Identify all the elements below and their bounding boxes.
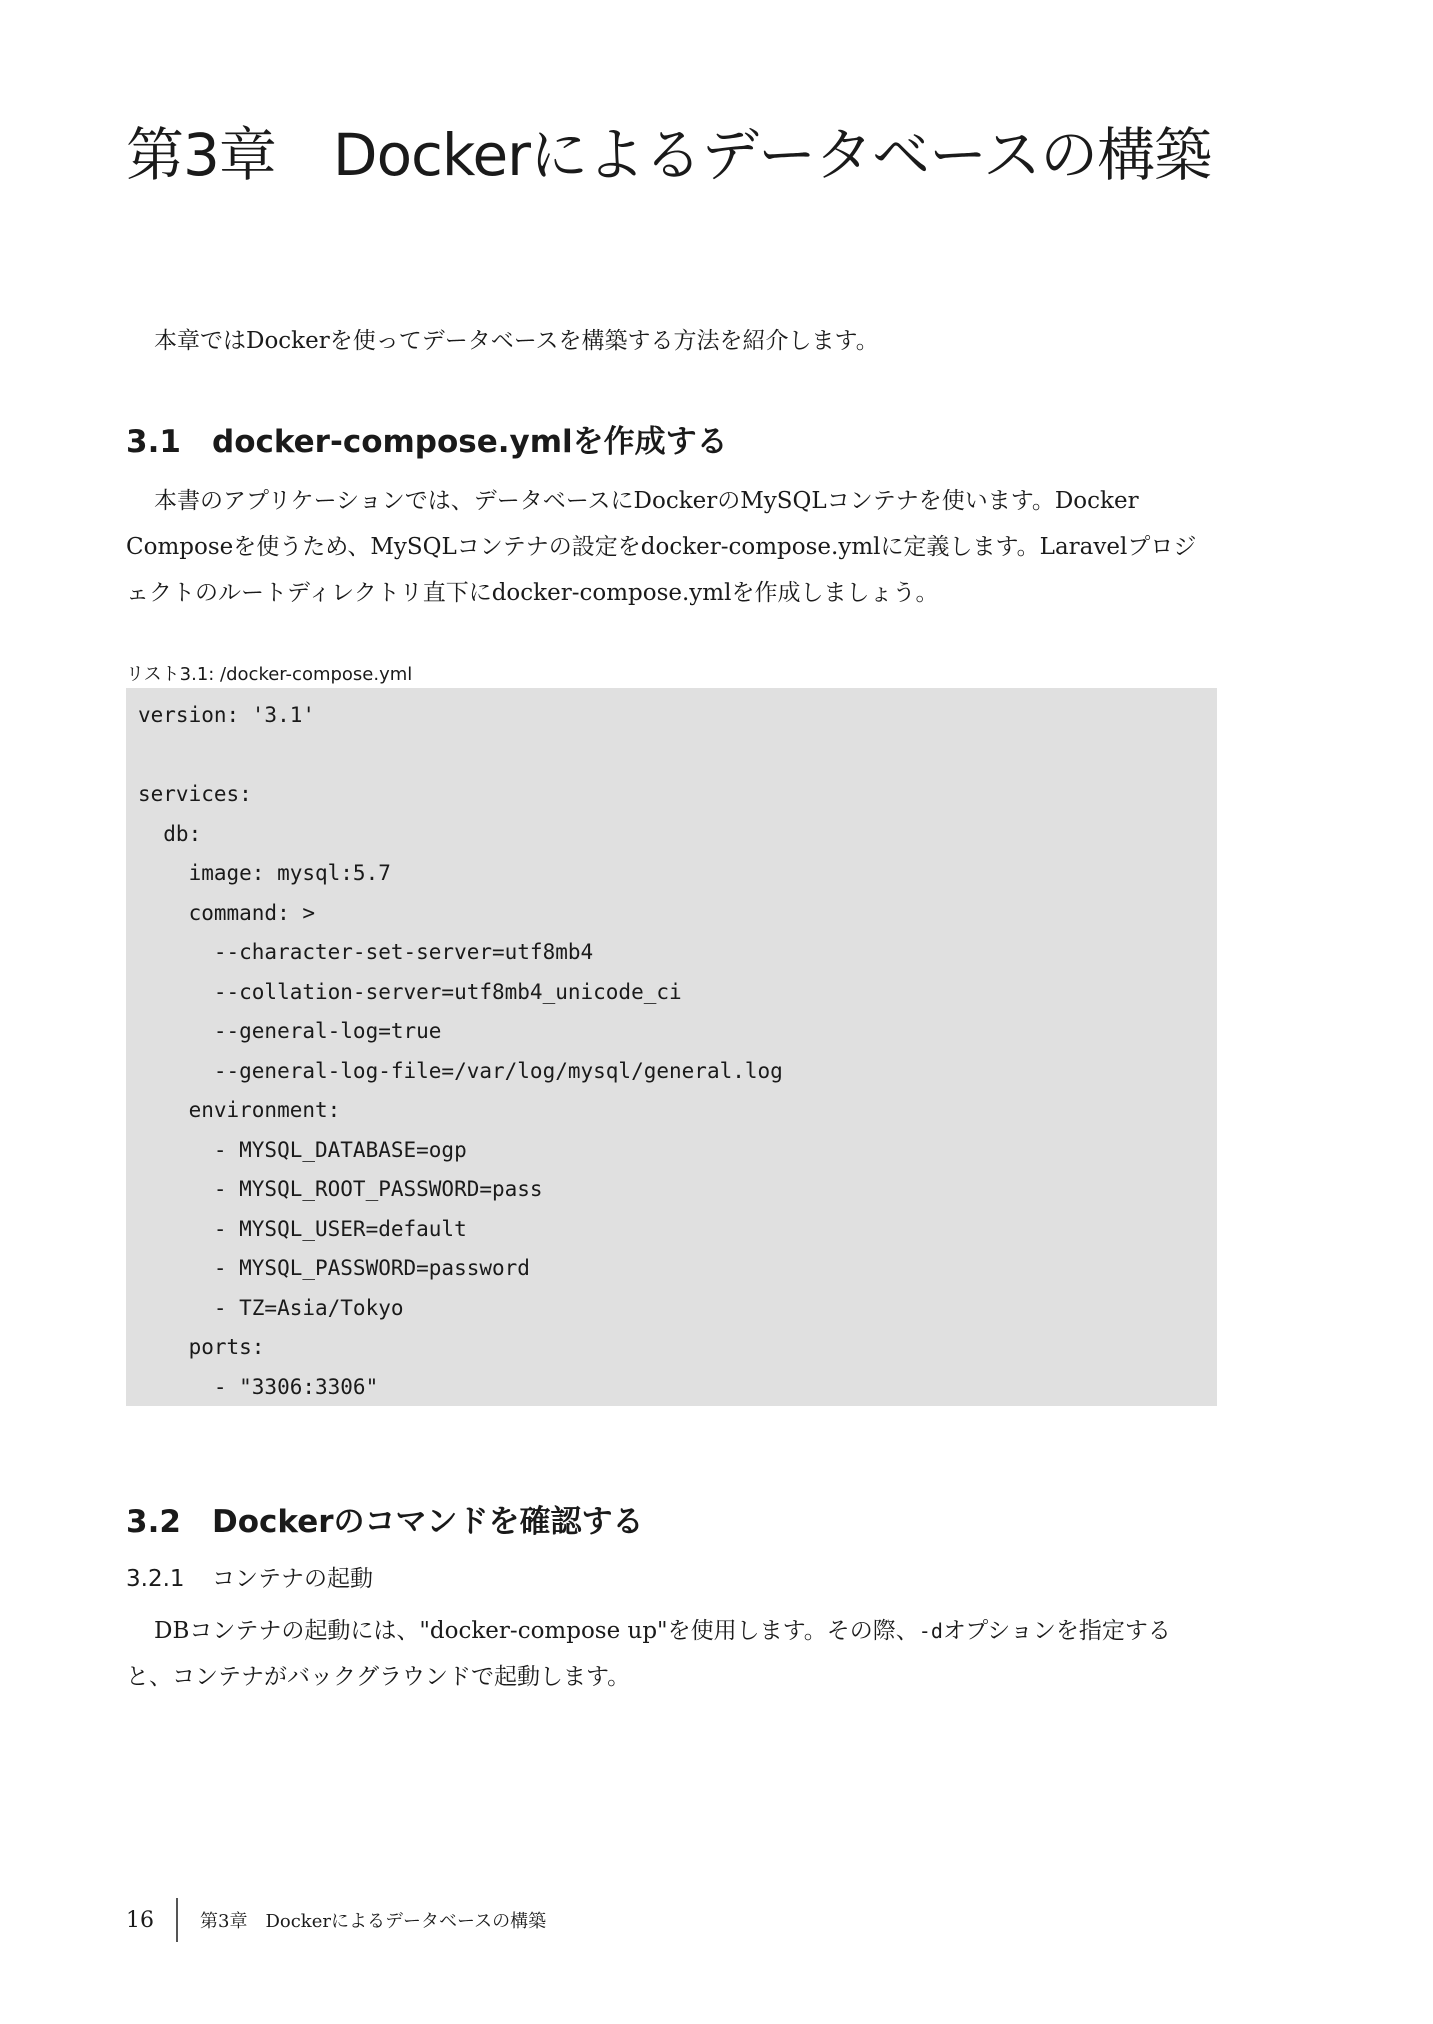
code-line: version: '3.1' [138,703,316,727]
section-3-2-1-paragraph [126,1608,1216,1700]
code-line: --general-log=true [138,1019,442,1043]
section-title-text: Dockerのコマンドを確認する [212,1504,644,1540]
subsection-heading-3-2-1 [126,1560,373,1593]
paragraph-text: オプションを指定すると、コンテナがバックグラウンドで起動します。 [126,1618,1171,1690]
chapter-title: 第3章 Dockerによるデータベースの構築 [126,121,1212,189]
running-title: 第3章 Dockerによるデータベースの構築 [200,1911,547,1932]
code-line: image: mysql:5.7 [138,861,391,885]
code-line: - MYSQL_DATABASE=ogp [138,1137,467,1162]
code-line: environment: [138,1098,341,1122]
code-line: --character-set-server=utf8mb4 [138,940,594,964]
chapter-intro: 本章ではDockerを使ってデータベースを構築する方法を紹介します。 [154,328,879,354]
code-line: command: > [138,900,316,925]
listing-caption: リスト3.1: /docker-compose.yml [126,664,413,685]
page-number: 16 [126,1907,154,1933]
section-number: 3.1 [126,424,181,460]
code-line: - TZ=Asia/Tokyo [138,1295,404,1320]
section-title-text: docker-compose.ymlを作成する [212,424,728,460]
code-line: - "3306:3306" [138,1374,379,1399]
section-heading-3-1 [126,416,728,461]
footer-divider [176,1898,178,1942]
section-number: 3.2 [126,1504,181,1540]
code-line: services: [138,782,252,806]
code-listing [126,688,1217,1406]
code-line: db: [138,821,202,846]
code-line: - MYSQL_PASSWORD=password [138,1256,530,1280]
code-line: ports: [138,1335,265,1359]
paragraph-text: DBコンテナの起動には、"docker-compose up"を使用します。その際、 [154,1618,919,1644]
subsection-number: 3.2.1 [126,1566,185,1592]
code-line: - MYSQL_ROOT_PASSWORD=pass [138,1177,543,1201]
inline-code: -d [918,1619,943,1643]
code-line: - MYSQL_USER=default [138,1216,467,1241]
section-3-1-paragraph: 本書のアプリケーションでは、データベースにDockerのMySQLコンテナを使います。Docker Composeを使うため、MySQLコンテナの設定をdocker-compose.ymlに定義します。Laravelプロジェクトのルートディレクトリ直下にdocker-compose.ymlを作成しましょう。 [126,488,1197,606]
code-line [138,736,1217,776]
subsection-title-text: コンテナの起動 [212,1566,373,1592]
code-line: --collation-server=utf8mb4_unicode_ci [138,979,682,1004]
code-line: --general-log-file=/var/log/mysql/general.log [138,1058,783,1083]
page-footer [126,1898,546,1942]
section-heading-3-2 [126,1496,644,1541]
